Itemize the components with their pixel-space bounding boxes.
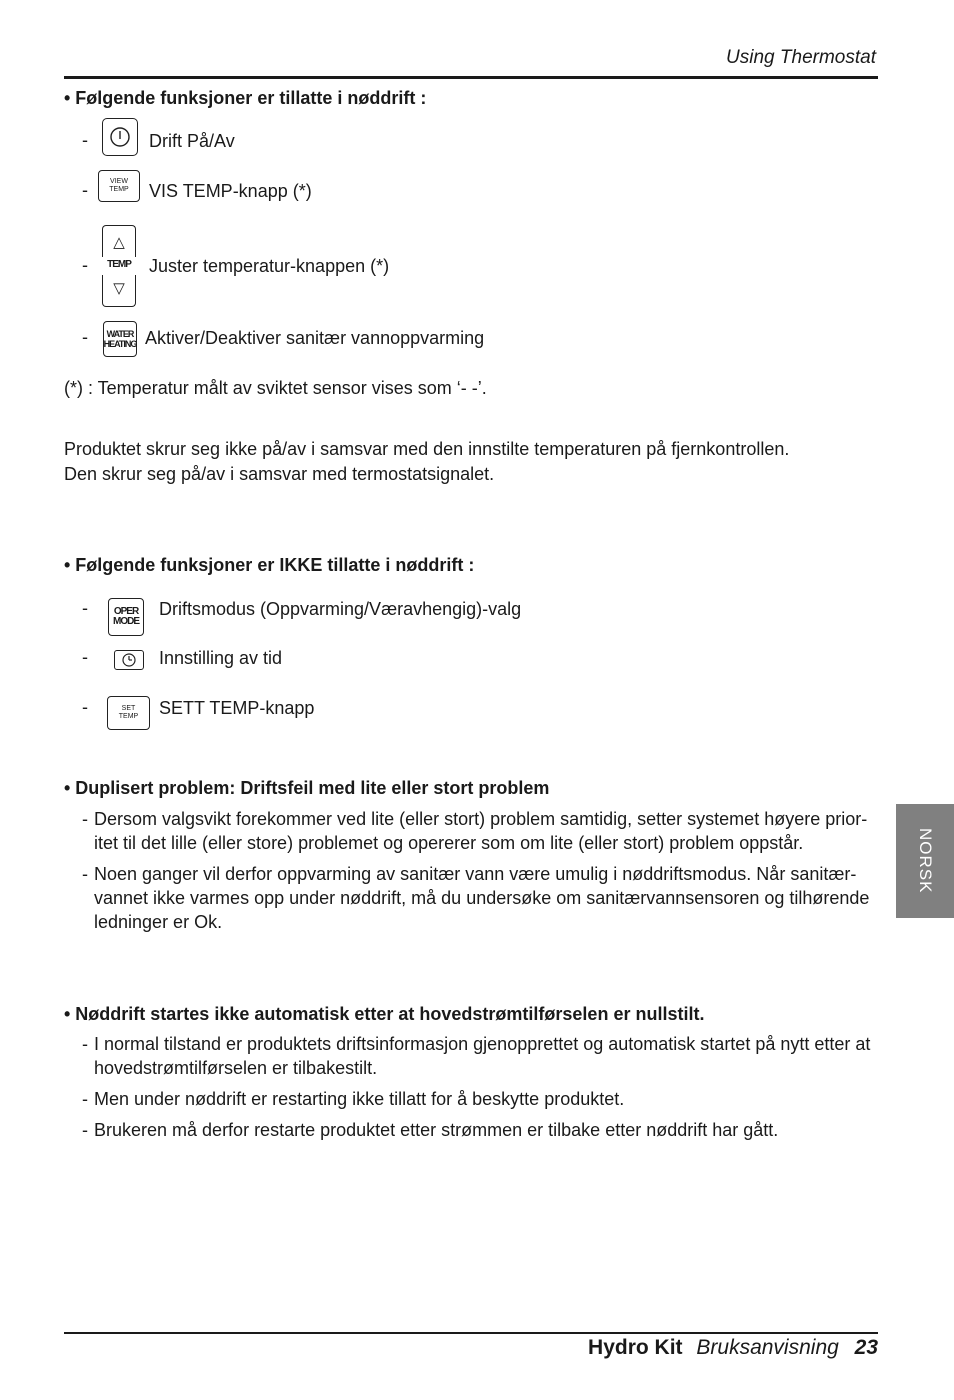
view-temp-button-icon [98, 170, 140, 202]
footnote: (*) : Temperatur målt av sviktet sensor vises som ‘- -’. [64, 378, 487, 398]
triangle-down-icon: ▽ [102, 275, 136, 307]
dash: - [82, 697, 88, 717]
icon-text: MODE [113, 616, 139, 627]
icon-text: VIEW [110, 178, 128, 185]
power-icon [109, 126, 131, 148]
allowed-item-label: Aktiver/Deaktiver sanitær vannoppvarming [145, 328, 485, 348]
icon-text: HEATING [103, 339, 137, 349]
info-line: Den skrur seg på/av i samsvar med termostatsignalet. [64, 464, 495, 484]
set-temp-button-icon [107, 696, 150, 730]
dash: - [82, 327, 88, 347]
icon-text: SET [121, 705, 136, 712]
dash: - [82, 598, 88, 618]
info-line: Produktet skrur seg ikke på/av i samsvar med den innstilte temperaturen på fjernkontrollen. [64, 439, 790, 459]
clock-icon [122, 653, 136, 667]
list-item-text: Brukeren må derfor restarte produktet etter strømmen er tilbake etter nøddrift har gått. [94, 1120, 779, 1140]
list-item: - I normal tilstand er produktets driftsinformasjon gjenopprettet og automatisk startet på nytt etter at hovedstrømtilførselen er tilbakestilt. [82, 1032, 882, 1080]
dash: - [82, 130, 88, 150]
not-allowed-heading: • Følgende funksjoner er IKKE tillatte i nøddrift : [64, 555, 475, 575]
list-item: - Dersom valgsvikt forekommer ved lite (eller stort) problem samtidig, setter systemet høyere prior- itet til det lille (eller store) problemet og opererer som om lite (eller stort) problem oppstår. [82, 807, 882, 855]
dash: - [82, 255, 88, 275]
footer [588, 1336, 878, 1360]
icon-text: TEMP [118, 713, 139, 720]
duplicate-heading: • Duplisert problem: Driftsfeil med lite eller stort problem [64, 778, 550, 798]
allowed-heading: • Følgende funksjoner er tillatte i nøddrift : [64, 88, 427, 108]
list-item-text: I normal tilstand er produktets driftsinformasjon gjenopprettet og automatisk startet på nytt etter at hovedstrømtilførselen er tilbakestilt. [94, 1034, 871, 1078]
language-tab-label: NORSK [916, 828, 935, 894]
triangle-up-icon: △ [102, 225, 136, 257]
dash: - [82, 647, 88, 667]
icon-text: TEMP [107, 259, 131, 270]
list-item: - Brukeren må derfor restarte produktet etter strømmen er tilbake etter nøddrift har gått. [82, 1118, 882, 1142]
dash: - [82, 180, 88, 200]
page-number: 23 [854, 1336, 878, 1359]
footer-doc-title: Bruksanvisning [696, 1336, 839, 1359]
icon-text: TEMP [109, 186, 129, 193]
clock-button-icon [114, 650, 144, 670]
restart-heading: • Nøddrift startes ikke automatisk etter at hovedstrømtilførselen er nullstilt. [64, 1004, 705, 1024]
not-allowed-item-label: Driftsmodus (Oppvarming/Væravhengig)-valg [159, 599, 522, 619]
list-item: - Men under nøddrift er restarting ikke tillatt for å beskytte produktet. [82, 1087, 882, 1111]
footer-rule [64, 1332, 878, 1334]
not-allowed-item-label: SETT TEMP-knapp [159, 698, 315, 718]
not-allowed-item-label: Innstilling av tid [159, 648, 283, 668]
header-title: Using Thermostat [726, 47, 876, 68]
footer-brand: Hydro Kit [588, 1336, 683, 1359]
allowed-item-label: Drift På/Av [149, 131, 235, 151]
allowed-item-label: VIS TEMP-knapp (*) [149, 181, 312, 201]
list-item-text: Men under nøddrift er restarting ikke tillatt for å beskytte produktet. [94, 1089, 625, 1109]
temp-adjust-button-icon [102, 225, 136, 307]
allowed-item-label: Juster temperatur-knappen (*) [149, 256, 390, 276]
power-button-icon [102, 118, 138, 156]
water-heating-button-icon [103, 321, 137, 357]
icon-text: OPER [113, 606, 139, 617]
oper-mode-button-icon [108, 598, 144, 636]
icon-text: WATER [106, 329, 134, 339]
header-rule [64, 76, 878, 79]
language-tab [896, 804, 954, 918]
list-item: - Noen ganger vil derfor oppvarming av sanitær vann være umulig i nøddriftsmodus. Når sanitær- vannet ikke varmes opp under nøddrift, må du undersøke om sanitærvannsensoren og tilhørende ledninger er Ok. [82, 862, 882, 934]
list-item-text: Noen ganger vil derfor oppvarming av sanitær vann være umulig i nøddriftsmodus. Når sanitær- vannet ikke varmes opp under nøddrift, må du undersøke om sanitærvannsensoren og tilhørende ledninger er Ok. [94, 864, 870, 932]
list-item-text: Dersom valgsvikt forekommer ved lite (eller stort) problem samtidig, setter systemet høyere prior- itet til det lille (eller store) problemet og opererer som om lite (eller stort) problem oppstår. [94, 809, 868, 853]
